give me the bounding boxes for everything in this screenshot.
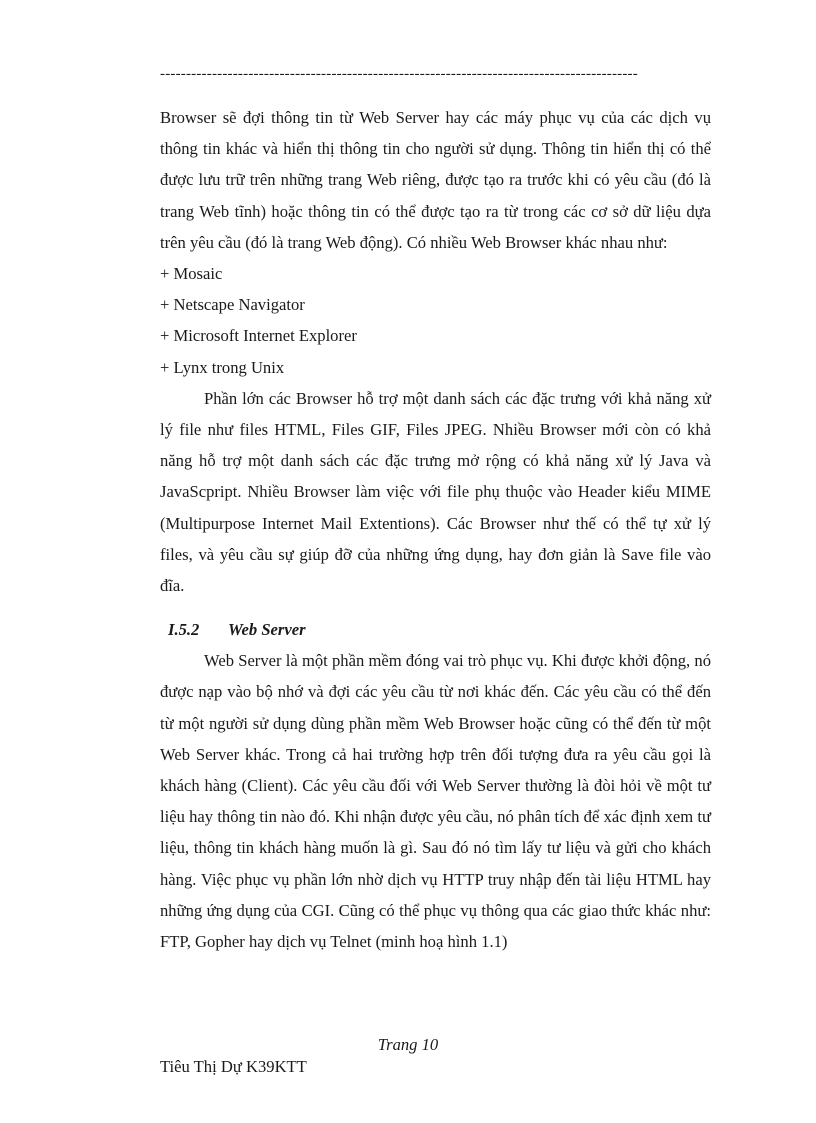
list-item: + Microsoft Internet Explorer bbox=[160, 326, 357, 346]
section-number: I.5.2 bbox=[168, 620, 200, 640]
list-item: + Lynx trong Unix bbox=[160, 357, 285, 377]
list-item: + Netscape Navigator bbox=[160, 295, 305, 315]
intro-paragraph: Browser sẽ đợi thông tin từ Web Server hay các máy phục vụ của các dịch vụ thông tin khác và hiển thị thông tin cho người sử dụng. Thông tin hiển thị có thể được lưu trữ trên những trang Web riêng, được tạo ra trước khi có yêu cầu (đó là trang Web tĩnh) hoặc thông tin có thể được tạo ra từ trong các cơ sở dữ liệu dựa trên yêu cầu (đó là trang Web động). Có nhiều Web Browser khác nhau như: bbox=[160, 108, 711, 252]
list-item: + Mosaic bbox=[160, 264, 223, 284]
features-paragraph: Phần lớn các Browser hỗ trợ một danh sách các đặc trưng với khả năng xử lý file như files HTML, Files GIF, Files JPEG. Nhiều Browser mới còn có khả năng hỗ trợ một danh sách các đặc trưng mở rộng có khả năng xử lý Java và JavaScpript. Nhiều Browser làm việc với file phụ thuộc vào Header kiểu MIME (Multipurpose Internet Mail Extentions). Các Browser như thế có thể tự xử lý files, và yêu cầu sự giúp đỡ của những ứng dụng, hay đơn giản là Save file vào đĩa. bbox=[160, 388, 711, 596]
web-server-paragraph: Web Server là một phần mềm đóng vai trò phục vụ. Khi được khởi động, nó được nạp vào bộ nhớ và đợi các yêu cầu từ nơi khác đến. Các yêu cầu có thể đến từ một người sử dụng dùng phần mềm Web Browser hoặc cũng có thể đến từ một Web Server khác. Trong cả hai trường hợp trên đối tượng đưa ra yêu cầu gọi là khách hàng (Client). Các yêu cầu đối với Web Server thường là đòi hỏi về một tư liệu hay thông tin nào đó. Khi nhận được yêu cầu, nó phân tích để xác định xem tư liệu, thông tin khách hàng muốn là gì. Sau đó nó tìm lấy tư liệu và gửi cho khách hàng. Việc phục vụ phần lớn nhờ dịch vụ HTTP truy nhập đến tài liệu HTML hay những ứng dụng của CGI. Cũng có thể phục vụ thông qua các giao thức khác như: FTP, Gopher hay dịch vụ Telnet (minh hoạ hình 1.1) bbox=[160, 651, 711, 952]
section-heading bbox=[168, 615, 711, 645]
header-rule: -------------------------------------------------------------------------------------------- bbox=[160, 66, 638, 82]
page-number: Trang 10 bbox=[377, 1035, 439, 1054]
document-body bbox=[160, 102, 711, 957]
section-title: Web Server bbox=[228, 620, 306, 640]
footer-author: Tiêu Thị Dự K39KTT bbox=[160, 1057, 307, 1076]
